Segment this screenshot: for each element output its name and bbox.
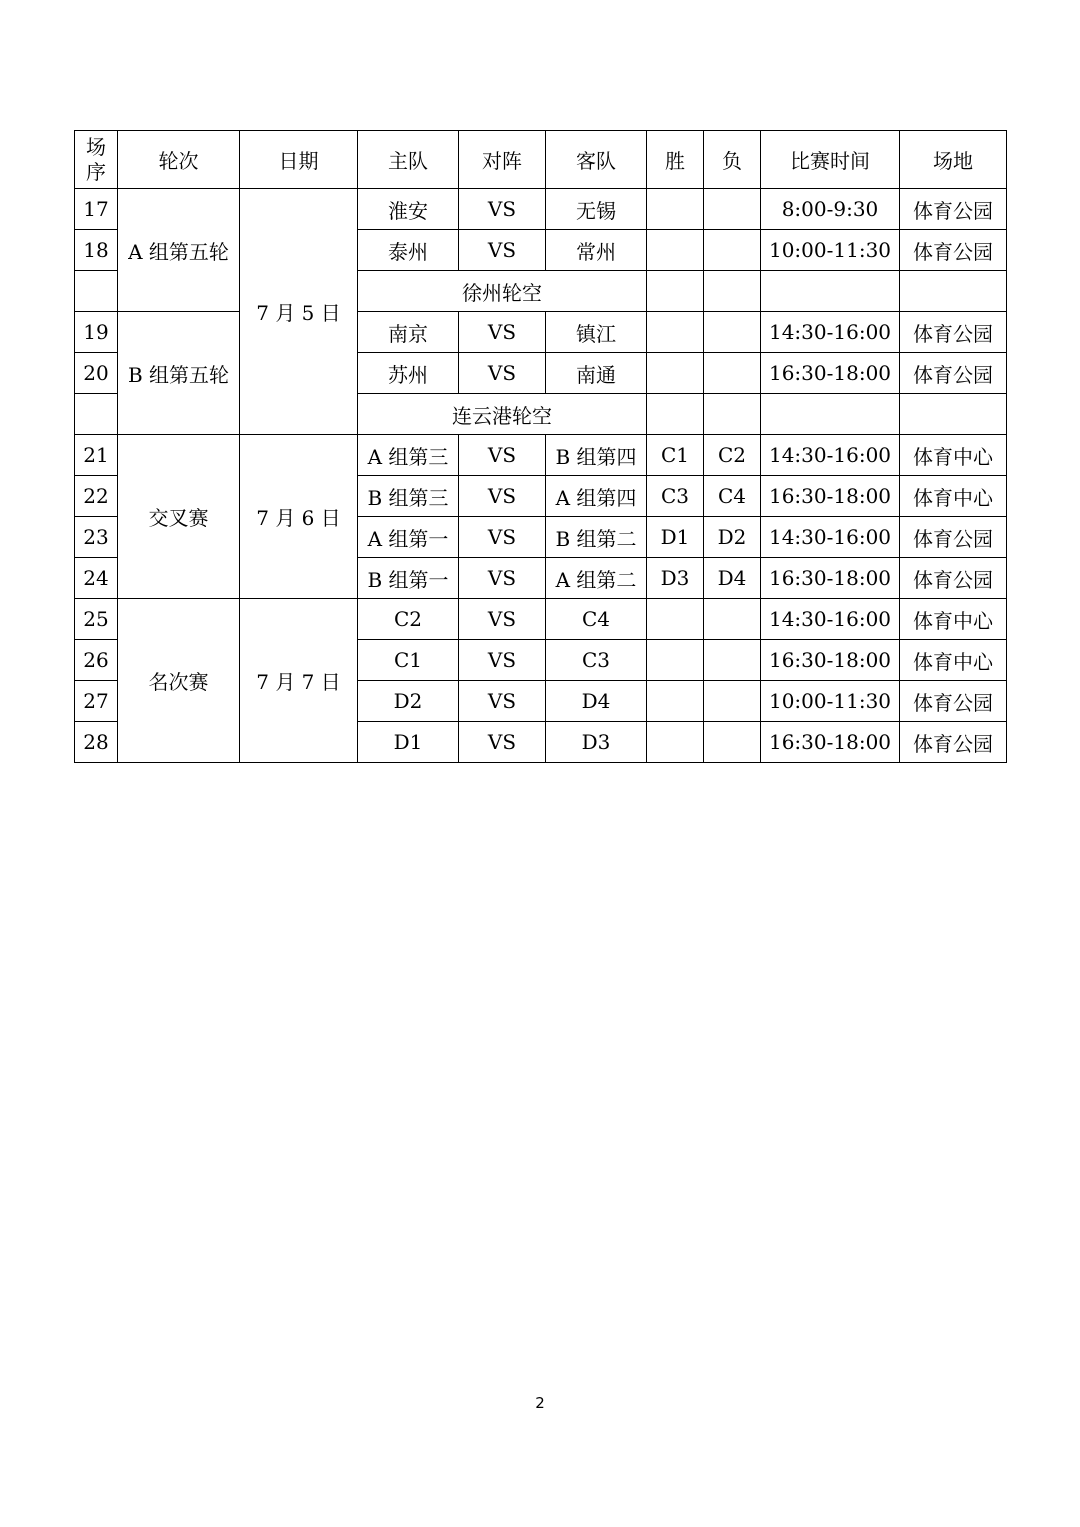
- match-away: A 组第二: [546, 558, 647, 599]
- match-venue: 体育中心: [900, 435, 1007, 476]
- match-away: D3: [546, 722, 647, 763]
- bye-venue-empty: [900, 394, 1007, 435]
- match-seq: 18: [75, 230, 118, 271]
- header-row: [75, 131, 1007, 189]
- date-cell: 7 月 7 日: [240, 599, 358, 763]
- match-lose: [704, 312, 761, 353]
- match-home: 苏州: [358, 353, 459, 394]
- match-seq: 20: [75, 353, 118, 394]
- bye-time-empty: [761, 394, 900, 435]
- date-cell: 7 月 6 日: [240, 435, 358, 599]
- match-home: A 组第三: [358, 435, 459, 476]
- match-home: C2: [358, 599, 459, 640]
- match-seq: 28: [75, 722, 118, 763]
- match-home: 南京: [358, 312, 459, 353]
- match-away: B 组第四: [546, 435, 647, 476]
- match-home: B 组第三: [358, 476, 459, 517]
- match-home: D2: [358, 681, 459, 722]
- match-vs: VS: [459, 599, 546, 640]
- match-lose: [704, 722, 761, 763]
- match-away: C3: [546, 640, 647, 681]
- bye-lose-empty: [704, 271, 761, 312]
- match-away: 南通: [546, 353, 647, 394]
- match-vs: VS: [459, 312, 546, 353]
- match-lose: [704, 189, 761, 230]
- table-row: [75, 435, 1007, 476]
- match-seq: 25: [75, 599, 118, 640]
- match-time: 16:30-18:00: [761, 640, 900, 681]
- match-vs: VS: [459, 230, 546, 271]
- match-win: [647, 312, 704, 353]
- header-time: 比赛时间: [761, 131, 900, 189]
- match-time: 14:30-16:00: [761, 517, 900, 558]
- match-time: 14:30-16:00: [761, 599, 900, 640]
- match-win: D3: [647, 558, 704, 599]
- table-row: [75, 312, 1007, 353]
- match-away: 常州: [546, 230, 647, 271]
- match-seq: 27: [75, 681, 118, 722]
- match-venue: 体育公园: [900, 681, 1007, 722]
- match-venue: 体育公园: [900, 312, 1007, 353]
- header-seq: [75, 131, 118, 189]
- round-group-rank: 名次赛: [118, 599, 240, 763]
- match-time: 10:00-11:30: [761, 681, 900, 722]
- bye-lose-empty: [704, 394, 761, 435]
- header-venue: 场地: [900, 131, 1007, 189]
- match-lose: [704, 353, 761, 394]
- match-home: D1: [358, 722, 459, 763]
- header-seq-line2: 序: [86, 159, 106, 184]
- match-lose: [704, 230, 761, 271]
- match-lose: C2: [704, 435, 761, 476]
- table-row: [75, 189, 1007, 230]
- match-time: 10:00-11:30: [761, 230, 900, 271]
- match-seq: 22: [75, 476, 118, 517]
- header-seq-line1: 场: [86, 134, 106, 159]
- table-row: [75, 599, 1007, 640]
- match-seq: 26: [75, 640, 118, 681]
- match-away: A 组第四: [546, 476, 647, 517]
- bye-seq-empty: [75, 394, 118, 435]
- match-seq: 19: [75, 312, 118, 353]
- match-time: 14:30-16:00: [761, 312, 900, 353]
- bye-win-empty: [647, 271, 704, 312]
- match-vs: VS: [459, 476, 546, 517]
- header-home: 主队: [358, 131, 459, 189]
- round-group-b5: B 组第五轮: [118, 312, 240, 435]
- match-seq: 17: [75, 189, 118, 230]
- match-lose: [704, 681, 761, 722]
- match-venue: 体育中心: [900, 476, 1007, 517]
- match-time: 16:30-18:00: [761, 353, 900, 394]
- bye-win-empty: [647, 394, 704, 435]
- match-away: C4: [546, 599, 647, 640]
- match-time: 16:30-18:00: [761, 476, 900, 517]
- match-home: B 组第一: [358, 558, 459, 599]
- match-away: 无锡: [546, 189, 647, 230]
- match-time: 16:30-18:00: [761, 722, 900, 763]
- header-win: 胜: [647, 131, 704, 189]
- bye-venue-empty: [900, 271, 1007, 312]
- match-home: 泰州: [358, 230, 459, 271]
- schedule-table: [74, 130, 1007, 763]
- match-win: [647, 599, 704, 640]
- match-venue: 体育中心: [900, 640, 1007, 681]
- round-group-cross: 交叉赛: [118, 435, 240, 599]
- match-venue: 体育公园: [900, 353, 1007, 394]
- match-home: C1: [358, 640, 459, 681]
- match-away: 镇江: [546, 312, 647, 353]
- page-number: 2: [535, 1394, 545, 1412]
- match-time: 8:00-9:30: [761, 189, 900, 230]
- match-venue: 体育公园: [900, 189, 1007, 230]
- bye-label: 徐州轮空: [358, 271, 647, 312]
- match-win: [647, 189, 704, 230]
- match-time: 14:30-16:00: [761, 435, 900, 476]
- match-lose: D4: [704, 558, 761, 599]
- match-win: C3: [647, 476, 704, 517]
- match-vs: VS: [459, 189, 546, 230]
- match-seq: 21: [75, 435, 118, 476]
- match-venue: 体育公园: [900, 517, 1007, 558]
- match-venue: 体育公园: [900, 230, 1007, 271]
- header-lose: 负: [704, 131, 761, 189]
- match-win: [647, 230, 704, 271]
- match-home: 淮安: [358, 189, 459, 230]
- match-win: [647, 722, 704, 763]
- match-win: C1: [647, 435, 704, 476]
- match-win: [647, 353, 704, 394]
- match-away: D4: [546, 681, 647, 722]
- date-cell: 7 月 5 日: [240, 189, 358, 435]
- bye-time-empty: [761, 271, 900, 312]
- match-lose: [704, 599, 761, 640]
- match-vs: VS: [459, 681, 546, 722]
- match-vs: VS: [459, 435, 546, 476]
- header-date: 日期: [240, 131, 358, 189]
- match-vs: VS: [459, 558, 546, 599]
- match-home: A 组第一: [358, 517, 459, 558]
- match-seq: 24: [75, 558, 118, 599]
- match-lose: C4: [704, 476, 761, 517]
- match-time: 16:30-18:00: [761, 558, 900, 599]
- match-venue: 体育公园: [900, 558, 1007, 599]
- round-group-a5: A 组第五轮: [118, 189, 240, 312]
- bye-seq-empty: [75, 271, 118, 312]
- bye-label: 连云港轮空: [358, 394, 647, 435]
- match-venue: 体育公园: [900, 722, 1007, 763]
- match-win: [647, 681, 704, 722]
- match-win: [647, 640, 704, 681]
- match-venue: 体育中心: [900, 599, 1007, 640]
- match-vs: VS: [459, 517, 546, 558]
- match-vs: VS: [459, 722, 546, 763]
- match-vs: VS: [459, 640, 546, 681]
- header-vs: 对阵: [459, 131, 546, 189]
- match-lose: D2: [704, 517, 761, 558]
- match-away: B 组第二: [546, 517, 647, 558]
- header-away: 客队: [546, 131, 647, 189]
- match-lose: [704, 640, 761, 681]
- match-seq: 23: [75, 517, 118, 558]
- match-win: D1: [647, 517, 704, 558]
- match-vs: VS: [459, 353, 546, 394]
- header-round: 轮次: [118, 131, 240, 189]
